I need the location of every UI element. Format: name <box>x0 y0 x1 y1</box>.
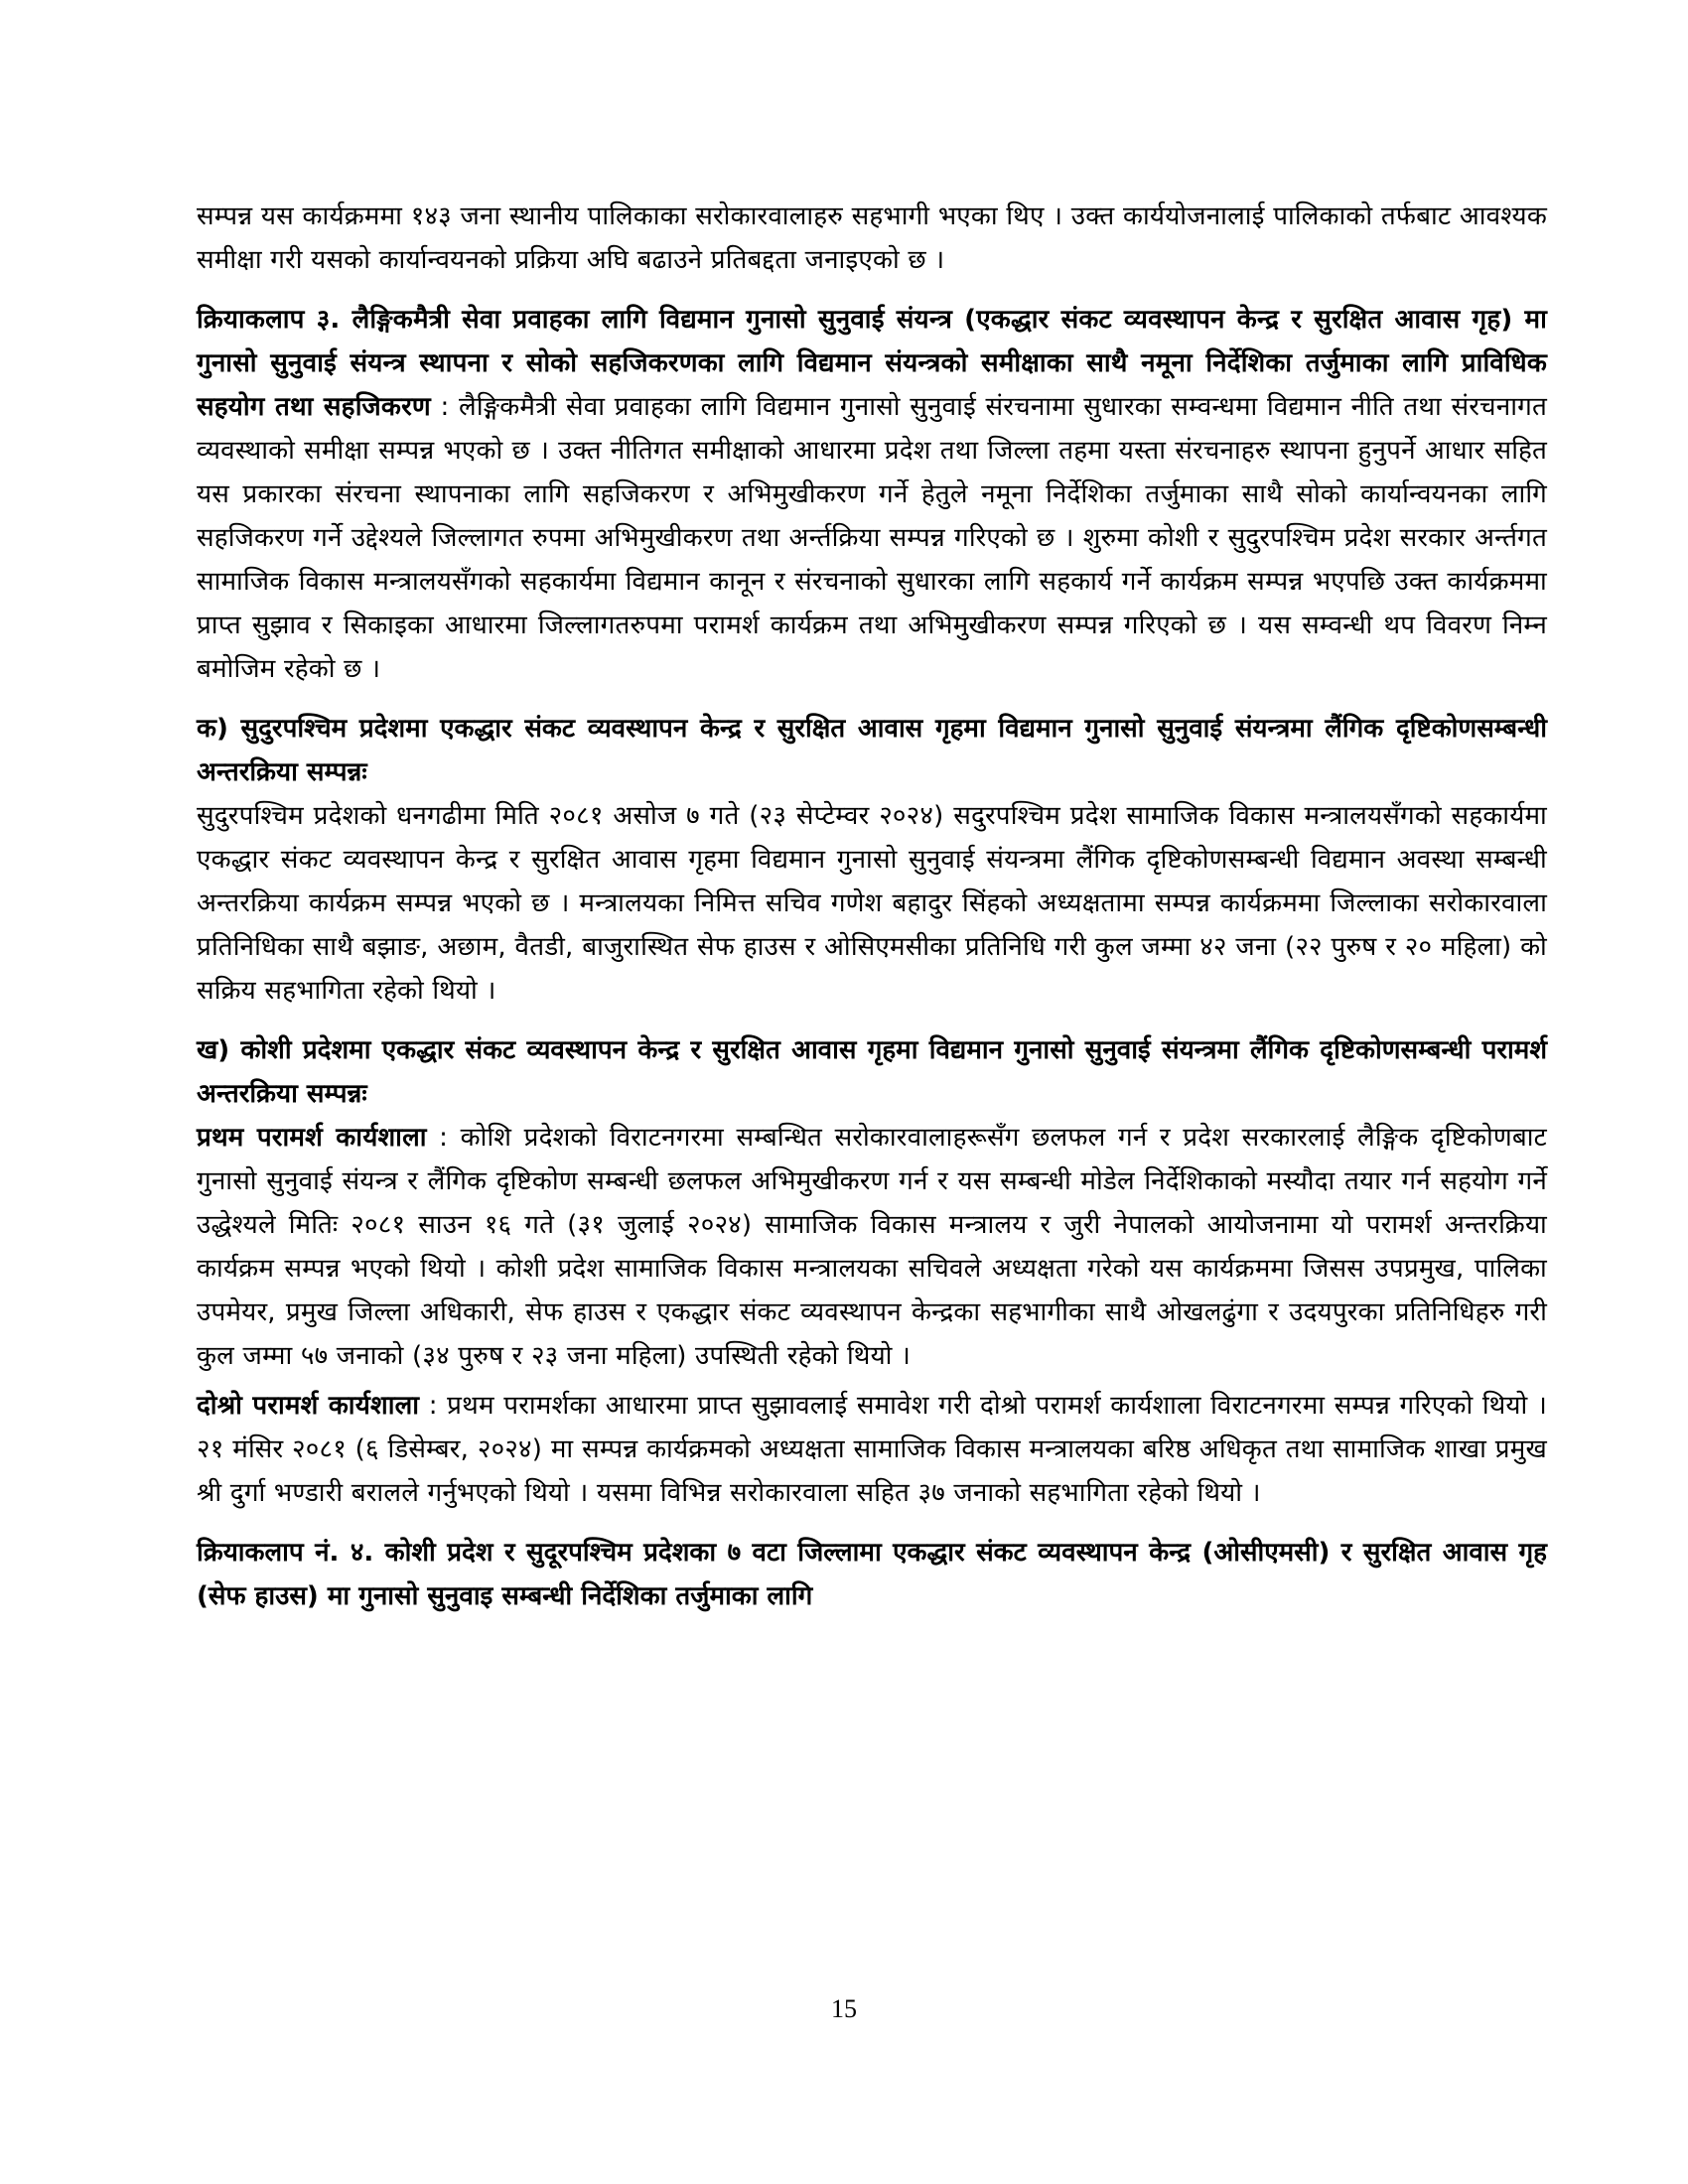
page-number: 15 <box>831 1994 857 2023</box>
activity-3-paragraph <box>197 298 1547 691</box>
first-workshop-paragraph <box>197 1116 1547 1378</box>
second-workshop-paragraph <box>197 1384 1547 1515</box>
intro-paragraph: सम्पन्न यस कार्यक्रममा १४३ जना स्थानीय पालिकाका सरोकारवालाहरु सहभागी भएका थिए । उक्त कार्ययोजनालाई पालिकाको तर्फबाट आवश्यक समीक्षा गरी यसको कार्यान्वयनको प्रक्रिया अघि बढाउने प्रतिबद्दता जनाइएको छ । <box>197 202 1547 275</box>
first-workshop-lead: प्रथम परामर्श कार्यशाला <box>197 1123 427 1153</box>
activity-4-heading: क्रियाकलाप नं. ४. कोशी प्रदेश र सुदूरपश्चिम प्रदेशका ७ वटा जिल्लामा एकद्धार संकट व्यवस्थापन केन्द्र (ओसीएमसी) र सुरक्षित आवास गृह (सेफ हाउस) मा गुनासो सुनुवाइ सम्बन्धी निर्देशिका तर्जुमाका लागि <box>197 1538 1547 1611</box>
second-workshop-lead: दोश्रो परामर्श कार्यशाला <box>197 1391 420 1421</box>
activity-3-heading: क्रियाकलाप ३. लैङ्गिकमैत्री सेवा प्रवाहका लागि विद्यमान गुनासो सुनुवाई संयन्त्र (एकद्धार संकट व्यवस्थापन केन्द्र र सुरक्षित आवास गृह) मा गुनासो सुनुवाई संयन्त्र स्थापना र सोको सहजिकरणका लागि विद्यमान संयन्त्रको समीक्षाका साथै नमूना निर्देशिका तर्जुमाका लागि प्राविधिक सहयोग तथा सहजिकरण <box>197 305 1547 422</box>
document-body <box>197 195 1547 1618</box>
section-ka-body: सुदुरपश्चिम प्रदेशको धनगढीमा मिति २०८१ असोज ७ गते (२३ सेप्टेम्वर २०२४) सदुरपश्चिम प्रदेश सामाजिक विकास मन्त्रालयसँगको सहकार्यमा एकद्धार संकट व्यवस्थापन केन्द्र र सुरक्षित आवास गृहमा विद्यमान गुनासो सुनुवाई संयन्त्रमा लैंगिक दृष्टिकोणसम्बन्धी विद्यमान अवस्था सम्बन्धी अन्तरक्रिया कार्यक्रम सम्पन्न भएको छ । मन्त्रालयका निमित्त सचिव गणेश बहादुर सिंहको अध्यक्षतामा सम्पन्न कार्यक्रममा जिल्लाका सरोकारवाला प्रतिनिधिका साथै बझाङ, अछाम, वैतडी, बाजुरास्थित सेफ हाउस र ओसिएमसीका प्रतिनिधि गरी कुल जम्मा ४२ जना (२२ पुरुष र २० महिला) को सक्रिय सहभागिता रहेको थियो । <box>197 801 1547 1006</box>
section-kha-heading: ख) कोशी प्रदेशमा एकद्धार संकट व्यवस्थापन केन्द्र र सुरक्षित आवास गृहमा विद्यमान गुनासो सुनुवाई संयन्त्रमा लैंगिक दृष्टिकोणसम्बन्धी परामर्श अन्तरक्रिया सम्पन्नः <box>197 1035 1547 1109</box>
first-workshop-body: : कोशि प्रदेशको विराटनगरमा सम्बन्धित सरोकारवालाहरूसँग छलफल गर्न र प्रदेश सरकारलाई लैङ्गिक दृष्टिकोणबाट गुनासो सुनुवाई संयन्त्र र लैंगिक दृष्टिकोण सम्बन्धी छलफल अभिमुखीकरण गर्न र यस सम्बन्धी मोडेल निर्देशिकाको मस्यौदा तयार गर्न सहयोग गर्ने उद्धेश्यले मितिः २०८१ साउन १६ गते (३१ जुलाई २०२४) सामाजिक विकास मन्त्रालय र जुरी नेपालको आयोजनामा यो परामर्श अन्तरक्रिया कार्यक्रम सम्पन्न भएको थियो । कोशी प्रदेश सामाजिक विकास मन्त्रालयका सचिवले अध्यक्षता गरेको यस कार्यक्रममा जिसस उपप्रमुख, पालिका उपमेयर, प्रमुख जिल्ला अधिकारी, सेफ हाउस र एकद्धार संकट व्यवस्थापन केन्द्रका सहभागीका साथै ओखलढुंगा र उदयपुरका प्रतिनिधिहरु गरी कुल जम्मा ५७ जनाको (३४ पुरुष र २३ जना महिला) उपस्थिती रहेको थियो । <box>197 1123 1547 1371</box>
activity-3-body: : लैङ्गिकमैत्री सेवा प्रवाहका लागि विद्यमान गुनासो सुनुवाई संरचनामा सुधारका सम्वन्धमा विद्यमान नीति तथा संरचनागत व्यवस्थाको समीक्षा सम्पन्न भएको छ । उक्त नीतिगत समीक्षाको आधारमा प्रदेश तथा जिल्ला तहमा यस्ता संरचनाहरु स्थापना हुनुपर्ने आधार सहित यस प्रकारका संरचना स्थापनाका लागि सहजिकरण र अभिमुखीकरण गर्ने हेतुले नमूना निर्देशिका तर्जुमाका साथै सोको कार्यान्वयनका लागि सहजिकरण गर्ने उद्देश्यले जिल्लागत रुपमा अभिमुखीकरण तथा अर्न्तक्रिया सम्पन्न गरिएको छ । शुरुमा कोशी र सुदुरपश्चिम प्रदेश सरकार अर्न्तगत सामाजिक विकास मन्त्रालयसँगको सहकार्यमा विद्यमान कानून र संरचनाको सुधारका लागि सहकार्य गर्ने कार्यक्रम सम्पन्न भएपछि उक्त कार्यक्रममा प्राप्त सुझाव र सिकाइका आधारमा जिल्लागतरुपमा परामर्श कार्यक्रम तथा अभिमुखीकरण सम्पन्न गरिएको छ । यस सम्वन्धी थप विवरण निम्न बमोजिम रहेको छ । <box>197 392 1547 684</box>
second-workshop-body: : प्रथम परामर्शका आधारमा प्राप्त सुझावलाई समावेश गरी दोश्रो परामर्श कार्यशाला विराटनगरमा सम्पन्न गरिएको थियो । २१ मंसिर २०८१ (६ डिसेम्बर, २०२४) मा सम्पन्न कार्यक्रमको अध्यक्षता सामाजिक विकास मन्त्रालयका बरिष्ठ अधिकृत तथा सामाजिक शाखा प्रमुख श्री दुर्गा भण्डारी बरालले गर्नुभएको थियो । यसमा विभिन्न सरोकारवाला सहित ३७ जनाको सहभागिता रहेको थियो । <box>197 1391 1548 1508</box>
section-ka-heading: क) सुदुरपश्चिम प्रदेशमा एकद्धार संकट व्यवस्थापन केन्द्र र सुरक्षित आवास गृहमा विद्यमान गुनासो सुनुवाई संयन्त्रमा लैंगिक दृष्टिकोणसम्बन्धी अन्तरक्रिया सम्पन्नः <box>197 714 1547 787</box>
